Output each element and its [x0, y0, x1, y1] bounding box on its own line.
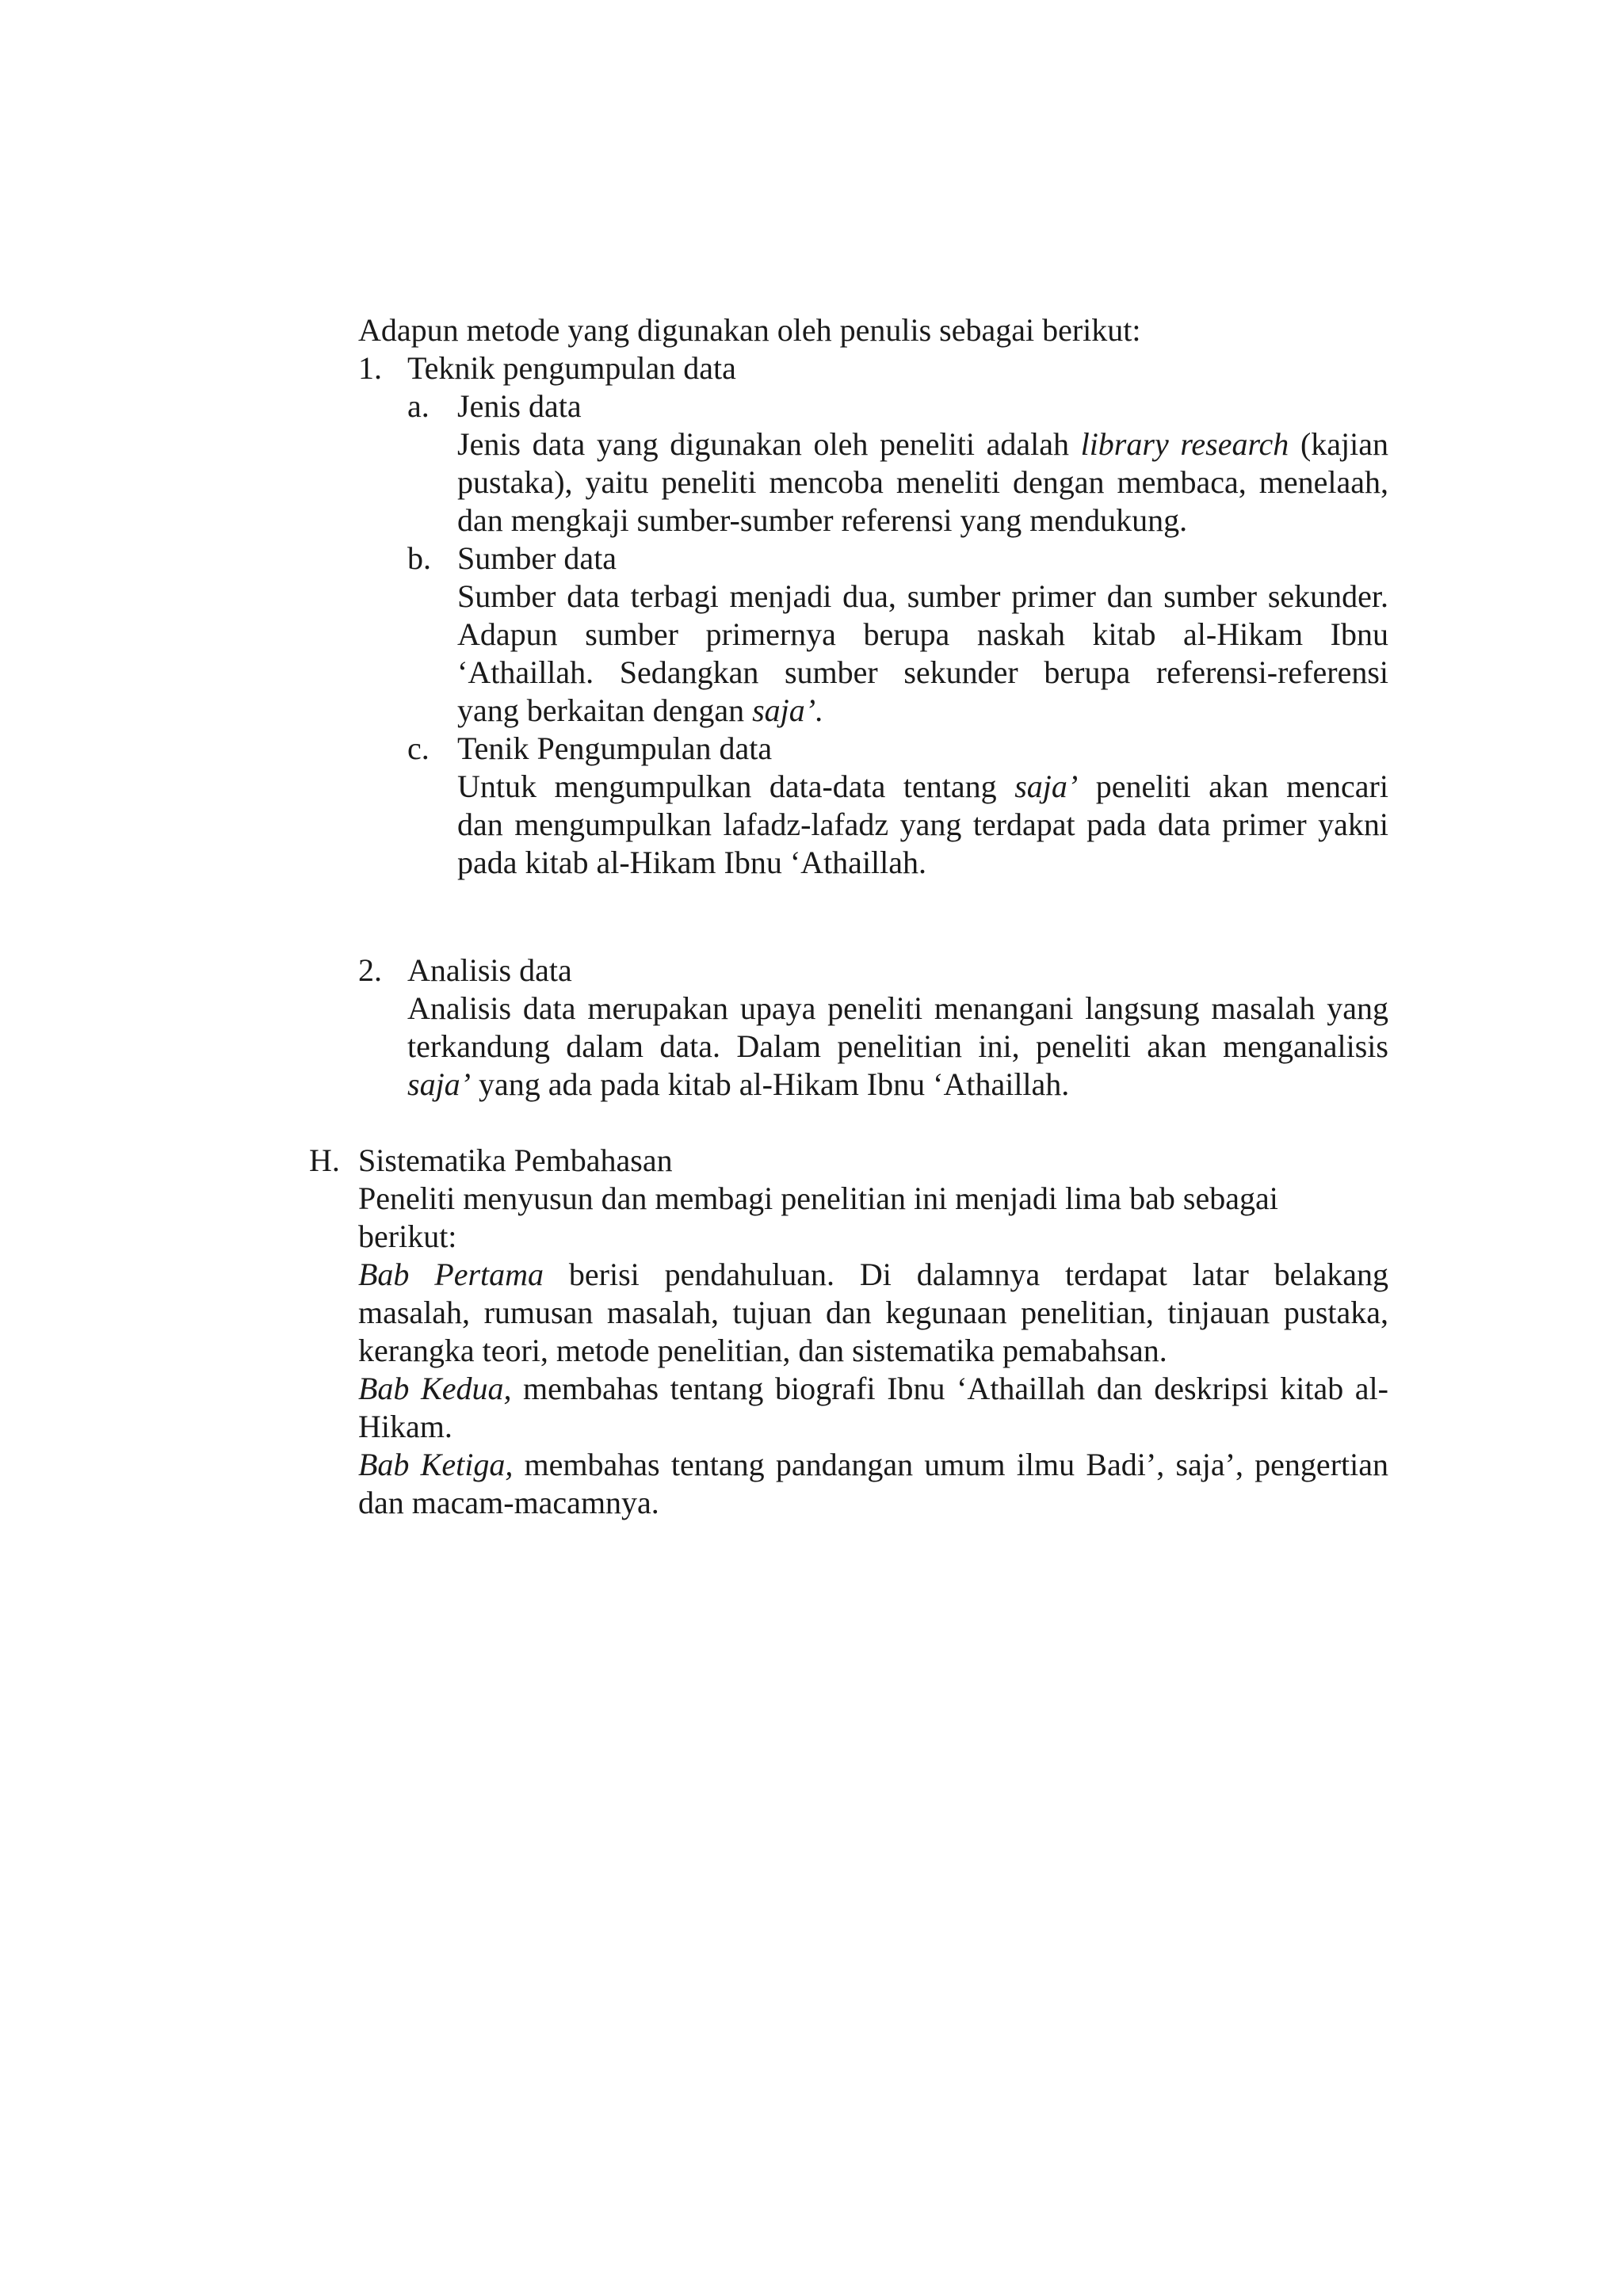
italic-term: library research — [1080, 426, 1289, 462]
item-a-letter: a. — [407, 388, 430, 424]
italic-term: saja’ — [407, 1066, 471, 1102]
chapter-2-line-1 — [358, 1370, 1388, 1408]
chapter-label: Bab Kedua, — [358, 1371, 512, 1406]
section-h-title: Sistematika Pembahasan — [358, 1142, 673, 1178]
chapter-label: Bab Pertama — [358, 1257, 544, 1292]
item-c-line-2: dan mengumpulkan lafadz-lafadz yang terdapat pada data primer yakni — [457, 807, 1388, 842]
italic-term: saja’ — [1014, 769, 1079, 804]
chapter-1-line-1 — [358, 1256, 1388, 1294]
section-2-line-1: Analisis data merupakan upaya peneliti menangani langsung masalah yang — [407, 990, 1388, 1026]
section-1-number: 1. — [358, 350, 382, 386]
section-h-intro-line-2: berikut: — [358, 1219, 457, 1254]
text-run: Jenis data yang digunakan oleh peneliti adalah — [457, 426, 1081, 462]
item-c-letter: c. — [407, 730, 430, 766]
item-a-title: Jenis data — [457, 388, 582, 424]
intro-text: Adapun metode yang digunakan oleh penulis sebagai berikut: — [358, 312, 1141, 348]
item-b-line-1: Sumber data terbagi menjadi dua, sumber primer dan sumber sekunder. — [457, 578, 1388, 614]
chapter-2-line-2: Hikam. — [358, 1409, 453, 1444]
section-2-number: 2. — [358, 952, 382, 988]
item-b-letter: b. — [407, 540, 431, 576]
item-c-line-1 — [457, 768, 1388, 806]
section-1-title: Teknik pengumpulan data — [407, 350, 736, 386]
item-c-line-3: pada kitab al-Hikam Ibnu ‘Athaillah. — [457, 845, 927, 880]
text-run: membahas tentang biografi Ibnu ‘Athaillah dan deskripsi kitab al- — [511, 1371, 1388, 1406]
item-a-line-2: pustaka), yaitu peneliti mencoba meneliti dengan membaca, menelaah, — [457, 464, 1388, 500]
chapter-3-line-2: dan macam-macamnya. — [358, 1485, 659, 1520]
item-b-line-3: ‘Athaillah. Sedangkan sumber sekunder berupa referensi-referensi — [457, 654, 1388, 690]
item-c-title: Tenik Pengumpulan data — [457, 730, 773, 766]
chapter-1-line-2: masalah, rumusan masalah, tujuan dan kegunaan penelitian, tinjauan pustaka, — [358, 1295, 1388, 1330]
section-2-line-2: terkandung dalam data. Dalam penelitian ini, peneliti akan menganalisis — [407, 1028, 1388, 1064]
text-run: berisi pendahuluan. Di dalamnya terdapat latar belakang — [544, 1257, 1389, 1292]
text-run: (kajian — [1289, 426, 1388, 462]
item-b-line-2: Adapun sumber primernya berupa naskah kitab al-Hikam Ibnu — [457, 616, 1388, 652]
chapter-1-line-3: kerangka teori, metode penelitian, dan sistematika pemabahsan. — [358, 1333, 1167, 1368]
italic-term: saja’. — [752, 692, 824, 728]
item-b-title: Sumber data — [457, 540, 617, 576]
item-b-line-4 — [457, 692, 823, 730]
item-a-line-1 — [457, 425, 1388, 463]
section-h-letter: H. — [309, 1142, 340, 1178]
text-run: Untuk mengumpulkan data-data tentang — [457, 769, 1015, 804]
chapter-3-line-1 — [358, 1446, 1388, 1484]
chapter-label: Bab Ketiga, — [358, 1447, 514, 1482]
section-2-line-3 — [407, 1066, 1069, 1104]
item-a-line-3: dan mengkaji sumber-sumber referensi yang mendukung. — [457, 502, 1188, 538]
text-run: yang ada pada kitab al-Hikam Ibnu ‘Athaillah. — [471, 1066, 1070, 1102]
section-2-title: Analisis data — [407, 952, 572, 988]
text-run: peneliti akan mencari — [1078, 769, 1388, 804]
text-run: yang berkaitan dengan — [457, 692, 753, 728]
section-h-intro-line-1: Peneliti menyusun dan membagi penelitian ini menjadi lima bab sebagai — [358, 1180, 1278, 1216]
text-run: membahas tentang pandangan umum ilmu Badi’, saja’, pengertian — [513, 1447, 1388, 1482]
